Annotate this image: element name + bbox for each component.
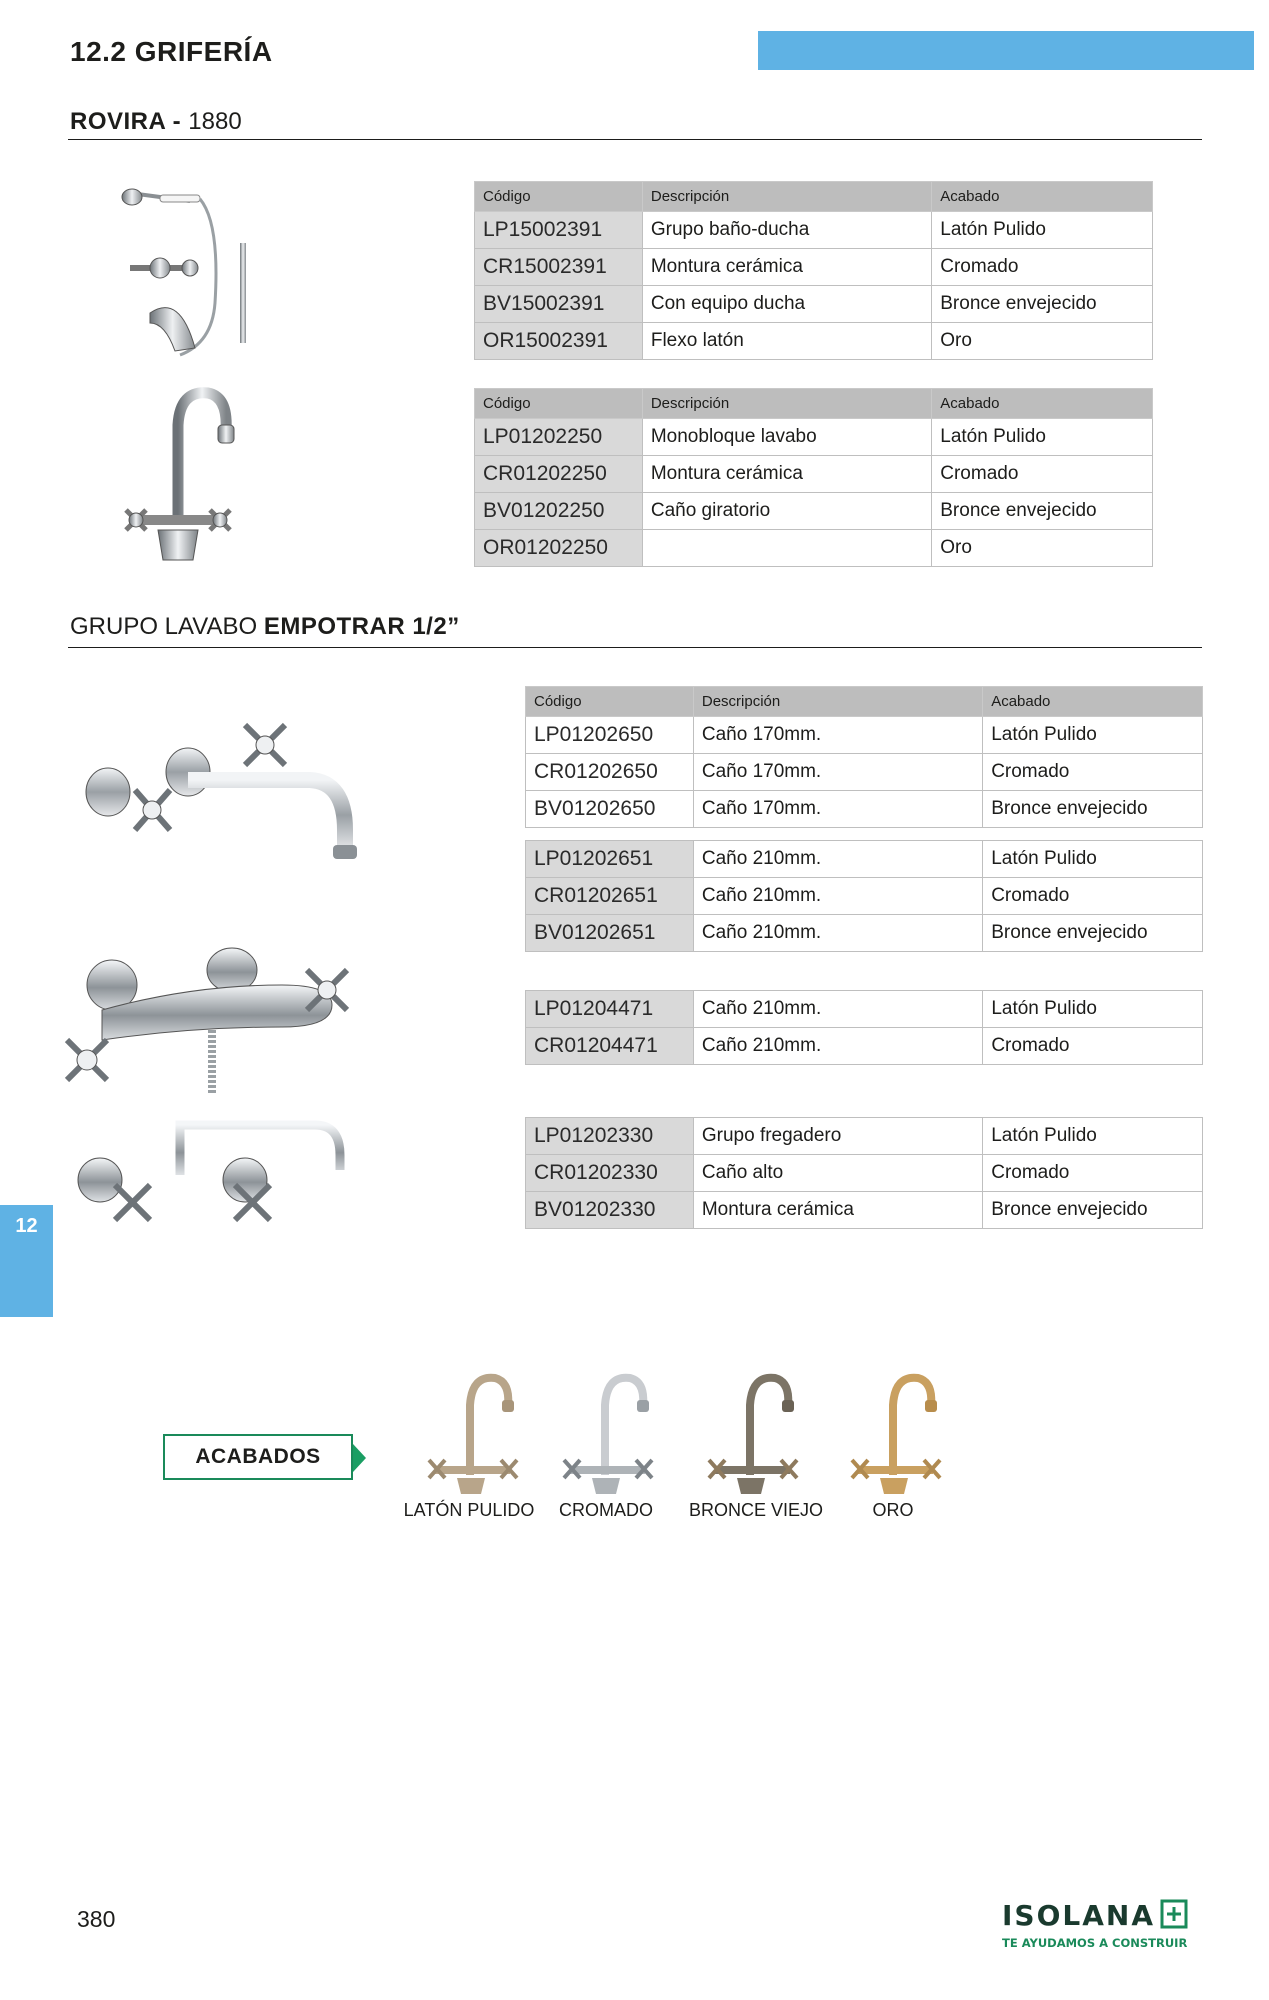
product-description: Grupo fregadero [693,1118,982,1155]
section-rule [68,139,1202,140]
finish-faucet-laton-pulido [425,1370,525,1495]
product-description: Caño giratorio [642,493,931,530]
column-header-acabado: Acabado [983,687,1203,717]
table-row [526,915,1203,952]
column-header-descripcion: Descripción [642,182,931,212]
product-description: Con equipo ducha [642,286,931,323]
product-finish: Latón Pulido [932,212,1153,249]
product-code: CR01202250 [475,456,643,493]
column-header-acabado: Acabado [932,182,1153,212]
product-description: Caño 170mm. [693,791,982,828]
product-finish: Bronce envejecido [932,286,1153,323]
product-finish: Cromado [983,878,1203,915]
finish-faucet-cromado [560,1370,660,1495]
isolana-logo-mark [1002,1895,1192,1955]
finish-label-oro: ORO [872,1500,914,1520]
chapter-tab: 12 [0,1205,53,1317]
section-heading-rovira [70,108,242,136]
product-description: Caño 210mm. [693,841,982,878]
section-heading-light: 1880 [188,108,242,135]
column-header-codigo: Código [526,687,694,717]
product-code: OR15002391 [475,323,643,360]
product-description: Caño 210mm. [693,991,982,1028]
page-title: 12.2 GRIFERÍA [70,36,273,67]
product-code: CR01202330 [526,1155,694,1192]
product-finish: Cromado [983,1155,1203,1192]
column-header-codigo: Código [475,389,643,419]
product-code: BV01202650 [526,791,694,828]
finish-faucet-oro [848,1370,948,1495]
product-code: BV15002391 [475,286,643,323]
acabados-label-box [163,1434,353,1480]
product-finish: Latón Pulido [983,841,1203,878]
product-code: CR01202651 [526,878,694,915]
product-code: LP15002391 [475,212,643,249]
product-table-shower [525,990,1203,1065]
product-finish: Bronce envejecido [983,1192,1203,1229]
product-finish: Bronce envejecido [983,791,1203,828]
table-row [526,1192,1203,1229]
product-description: Monobloque lavabo [642,419,931,456]
product-code: OR01202250 [475,530,643,567]
product-table-empotrar-170 [525,686,1203,828]
product-description: Caño 210mm. [693,1028,982,1065]
kitchen-mixer-image [75,1115,355,1225]
acabados-label: ACABADOS [195,1445,321,1468]
column-header-descripcion: Descripción [693,687,982,717]
arrow-right-icon [353,1444,366,1472]
table-row [526,991,1203,1028]
product-description: Caño 210mm. [693,915,982,952]
product-table-rovira-basin [474,388,1153,567]
table-row [526,791,1203,828]
table-row [475,212,1153,249]
product-code: CR01202650 [526,754,694,791]
product-code: BV01202250 [475,493,643,530]
table-row [526,841,1203,878]
product-code: LP01202651 [526,841,694,878]
product-finish: Bronce envejecido [932,493,1153,530]
product-finish: Cromado [983,1028,1203,1065]
product-finish: Latón Pulido [932,419,1153,456]
svg-text:ISOLANA: ISOLANA [1002,1899,1156,1932]
product-finish: Cromado [983,754,1203,791]
table-row [526,878,1203,915]
product-code: CR15002391 [475,249,643,286]
product-code: BV01202330 [526,1192,694,1229]
product-finish: Latón Pulido [983,1118,1203,1155]
product-code: CR01204471 [526,1028,694,1065]
product-description: Grupo baño-ducha [642,212,931,249]
section-heading-empotrar [70,613,460,641]
product-table-rovira-bath [474,181,1153,360]
column-header-codigo: Código [475,182,643,212]
isolana-logo [1002,1895,1192,1955]
table-row [475,419,1153,456]
table-row [475,249,1153,286]
product-description: Caño 210mm. [693,878,982,915]
product-finish: Cromado [932,249,1153,286]
product-finish: Cromado [932,456,1153,493]
finish-label-bronce-viejo: BRONCE VIEJO [688,1500,824,1520]
shower-mixer-image [62,945,352,1100]
product-code: LP01204471 [526,991,694,1028]
table-row [526,1028,1203,1065]
product-description [642,530,931,567]
product-finish: Bronce envejecido [983,915,1203,952]
section-heading-bold: EMPOTRAR 1/2” [263,613,460,640]
product-table-fregadero [525,1117,1203,1229]
product-code: LP01202650 [526,717,694,754]
product-description: Flexo latón [642,323,931,360]
finish-faucet-bronce-viejo [705,1370,805,1495]
table-row [475,286,1153,323]
product-code: BV01202651 [526,915,694,952]
table-row [475,456,1153,493]
product-description: Montura cerámica [693,1192,982,1229]
section-heading-bold: ROVIRA - [70,108,189,135]
page-number: 380 [77,1906,116,1932]
product-description: Montura cerámica [642,249,931,286]
header-color-bar [758,31,1254,70]
column-header-acabado: Acabado [932,389,1153,419]
product-code: LP01202330 [526,1118,694,1155]
product-description: Caño alto [693,1155,982,1192]
svg-text:TE AYUDAMOS A CONSTRUIR: TE AYUDAMOS A CONSTRUIR [1002,1936,1188,1950]
product-finish: Oro [932,323,1153,360]
product-table-empotrar-210 [525,840,1203,952]
product-finish: Oro [932,530,1153,567]
product-description: Caño 170mm. [693,754,982,791]
finish-label-laton-pulido: LATÓN PULIDO [403,1500,535,1520]
column-header-descripcion: Descripción [642,389,931,419]
product-description: Montura cerámica [642,456,931,493]
table-row [475,493,1153,530]
product-finish: Latón Pulido [983,717,1203,754]
product-description: Caño 170mm. [693,717,982,754]
bath-shower-faucet-image [120,183,270,358]
table-row [526,1118,1203,1155]
wall-basin-set-image [80,720,370,865]
table-row [475,530,1153,567]
basin-mixer-image [118,385,268,565]
product-code: LP01202250 [475,419,643,456]
table-row [526,1155,1203,1192]
finish-label-cromado: CROMADO [559,1500,653,1520]
section-heading-light: GRUPO LAVABO [70,613,264,640]
section-rule [68,647,1202,648]
table-row [526,717,1203,754]
product-finish: Latón Pulido [983,991,1203,1028]
table-row [526,754,1203,791]
table-row [475,323,1153,360]
